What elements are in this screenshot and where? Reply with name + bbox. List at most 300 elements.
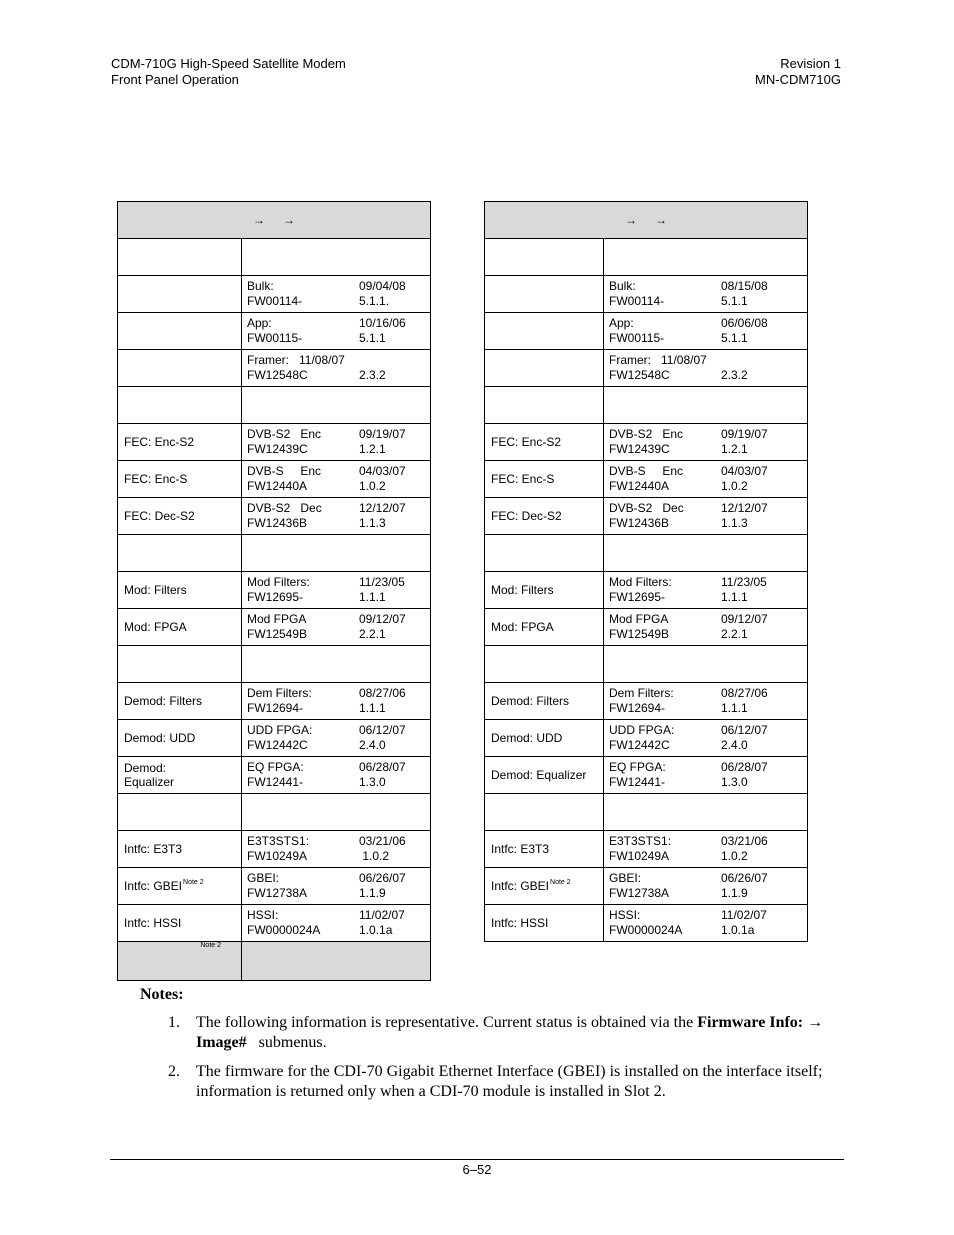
row-label-cell bbox=[118, 646, 242, 683]
firmware-info-line bbox=[247, 627, 430, 642]
firmware-info-cell bbox=[604, 905, 808, 942]
row-label: Mod: Filters bbox=[491, 583, 554, 597]
firmware-value: 10/16/06 bbox=[359, 316, 406, 330]
firmware-info-line bbox=[247, 294, 430, 309]
firmware-name: Mod FPGA bbox=[609, 612, 669, 626]
firmware-info-line bbox=[247, 908, 430, 923]
row-label-cell bbox=[485, 757, 604, 794]
firmware-value: 5.1.1 bbox=[721, 331, 748, 345]
firmware-name: DVB-S Enc bbox=[609, 464, 684, 478]
arrow-icon: → bbox=[253, 213, 265, 227]
row-label-cell bbox=[485, 794, 604, 831]
firmware-name: FW12548C bbox=[609, 368, 670, 382]
firmware-value: 2.4.0 bbox=[721, 738, 748, 752]
table-title-row bbox=[485, 202, 808, 239]
firmware-name: E3T3STS1: bbox=[609, 834, 672, 848]
firmware-info-cell bbox=[604, 276, 808, 313]
note-text-part: The following information is representative. Current status is obtained via the bbox=[196, 1014, 698, 1031]
table-row bbox=[485, 313, 808, 350]
firmware-name: Framer: 11/08/07 bbox=[247, 353, 345, 367]
firmware-name: FW12442C bbox=[247, 738, 308, 752]
firmware-table-right bbox=[484, 201, 808, 942]
firmware-value: 2.3.2 bbox=[721, 368, 748, 382]
table-row bbox=[118, 683, 431, 720]
firmware-name: FW12549B bbox=[247, 627, 308, 641]
row-label: Mod: FPGA bbox=[491, 620, 554, 634]
row-label: FEC: Enc-S bbox=[491, 472, 555, 486]
row-label-cell bbox=[118, 424, 242, 461]
firmware-info-cell bbox=[604, 535, 808, 572]
row-label: Demod: UDD bbox=[491, 731, 563, 745]
firmware-value: 03/21/06 bbox=[359, 834, 406, 848]
row-label-cell bbox=[485, 276, 604, 313]
note-number: 1. bbox=[168, 1014, 180, 1031]
firmware-value: 2.3.2 bbox=[359, 368, 386, 382]
row-label: FEC: Enc-S bbox=[124, 472, 188, 486]
firmware-value: 12/12/07 bbox=[721, 501, 768, 515]
row-label-cell bbox=[485, 535, 604, 572]
firmware-info-cell bbox=[242, 461, 431, 498]
firmware-info-line bbox=[247, 442, 430, 457]
row-label: Demod: Equalizer bbox=[491, 768, 587, 782]
row-label: Demod: Filters bbox=[491, 694, 570, 708]
firmware-name: DVB-S2 Dec bbox=[247, 501, 322, 515]
row-label: Demod: Filters bbox=[124, 694, 203, 708]
firmware-info-cell bbox=[604, 831, 808, 868]
firmware-value: 11/02/07 bbox=[359, 908, 405, 922]
firmware-info-cell bbox=[242, 942, 431, 981]
table-row bbox=[485, 720, 808, 757]
firmware-table-left-body bbox=[118, 202, 431, 981]
row-label-cell bbox=[118, 572, 242, 609]
firmware-name: E3T3STS1: bbox=[247, 834, 310, 848]
firmware-value: 03/21/06 bbox=[721, 834, 768, 848]
table-row bbox=[118, 387, 431, 424]
table-row bbox=[118, 757, 431, 794]
firmware-info-cell bbox=[242, 387, 431, 424]
firmware-info-line bbox=[609, 501, 807, 516]
firmware-info-line bbox=[609, 612, 807, 627]
firmware-value: 2.2.1 bbox=[721, 627, 748, 641]
notes-section bbox=[140, 985, 830, 1111]
firmware-info-line bbox=[247, 886, 430, 901]
row-label-cell bbox=[485, 313, 604, 350]
firmware-table-right-body bbox=[485, 202, 808, 942]
table-row bbox=[118, 535, 431, 572]
firmware-info-cell bbox=[604, 572, 808, 609]
firmware-info-line bbox=[247, 701, 430, 716]
firmware-value: 06/12/07 bbox=[359, 723, 406, 737]
firmware-name: FW12440A bbox=[609, 479, 670, 493]
row-label-cell bbox=[118, 757, 242, 794]
row-label: Intfc: GBEI bbox=[491, 879, 550, 893]
section-title: Front Panel Operation bbox=[111, 72, 239, 87]
table-row bbox=[118, 831, 431, 868]
table-row bbox=[118, 646, 431, 683]
firmware-info-line bbox=[247, 316, 430, 331]
note-reference: Note 2 bbox=[183, 879, 204, 886]
firmware-info-line bbox=[609, 701, 807, 716]
firmware-value: 06/26/07 bbox=[721, 871, 768, 885]
firmware-name: EQ FPGA: bbox=[247, 760, 304, 774]
row-label-cell bbox=[485, 868, 604, 905]
firmware-info-line bbox=[609, 331, 807, 346]
firmware-name: FW12436B bbox=[609, 516, 670, 530]
firmware-name: FW10249A bbox=[609, 849, 670, 863]
firmware-info-line bbox=[247, 575, 430, 590]
firmware-name: FW12694- bbox=[609, 701, 666, 715]
firmware-name: GBEI: bbox=[609, 871, 642, 885]
firmware-name: Bulk: bbox=[609, 279, 636, 293]
firmware-value: 06/06/08 bbox=[721, 316, 768, 330]
firmware-value: 1.3.0 bbox=[359, 775, 386, 789]
firmware-name: UDD FPGA: bbox=[247, 723, 313, 737]
table-row bbox=[118, 572, 431, 609]
row-label-cell bbox=[118, 609, 242, 646]
firmware-info-cell bbox=[604, 313, 808, 350]
firmware-name: FW12738A bbox=[247, 886, 308, 900]
firmware-info-line bbox=[609, 590, 807, 605]
table-row bbox=[485, 609, 808, 646]
firmware-info-cell bbox=[604, 609, 808, 646]
firmware-info-cell bbox=[242, 535, 431, 572]
firmware-table-left bbox=[117, 201, 431, 981]
header-left bbox=[111, 56, 346, 88]
firmware-name: FW00115- bbox=[247, 331, 303, 345]
row-label-cell bbox=[485, 609, 604, 646]
firmware-name: HSSI: bbox=[247, 908, 279, 922]
firmware-info-line bbox=[247, 612, 430, 627]
firmware-name: Dem Filters: bbox=[247, 686, 312, 700]
firmware-value: 06/28/07 bbox=[359, 760, 406, 774]
firmware-info-line bbox=[609, 923, 807, 938]
table-row bbox=[118, 609, 431, 646]
table-row bbox=[118, 720, 431, 757]
firmware-value: 2.2.1 bbox=[359, 627, 386, 641]
firmware-name: FW00114- bbox=[609, 294, 665, 308]
firmware-name: FW10249A bbox=[247, 849, 308, 863]
firmware-info-line bbox=[247, 501, 430, 516]
firmware-name: FW12441- bbox=[247, 775, 304, 789]
firmware-info-line bbox=[609, 368, 807, 383]
note-number: 2. bbox=[168, 1063, 180, 1080]
table-row bbox=[485, 424, 808, 461]
firmware-value: 5.1.1 bbox=[359, 331, 386, 345]
row-label-cell bbox=[485, 720, 604, 757]
row-label-cell bbox=[485, 498, 604, 535]
firmware-info-cell bbox=[604, 424, 808, 461]
firmware-value: 09/12/07 bbox=[721, 612, 768, 626]
table-row bbox=[118, 461, 431, 498]
firmware-info-line bbox=[609, 353, 807, 368]
firmware-name: DVB-S Enc bbox=[247, 464, 322, 478]
firmware-info-cell bbox=[242, 794, 431, 831]
firmware-value: 1.1.1 bbox=[359, 590, 386, 604]
row-label-cell bbox=[118, 276, 242, 313]
row-label: FEC: Enc-S2 bbox=[124, 435, 195, 449]
row-label: Intfc: E3T3 bbox=[124, 842, 183, 856]
firmware-info-cell bbox=[604, 350, 808, 387]
firmware-value: 08/27/06 bbox=[721, 686, 768, 700]
firmware-name: HSSI: bbox=[609, 908, 641, 922]
row-label: Intfc: HSSI bbox=[124, 916, 182, 930]
firmware-info-line bbox=[609, 686, 807, 701]
firmware-value: 09/19/07 bbox=[721, 427, 768, 441]
table-row bbox=[485, 387, 808, 424]
firmware-value: 04/03/07 bbox=[721, 464, 768, 478]
firmware-info-line bbox=[247, 760, 430, 775]
firmware-info-line bbox=[609, 316, 807, 331]
firmware-info-cell bbox=[242, 646, 431, 683]
row-label-cell bbox=[118, 350, 242, 387]
firmware-info-line bbox=[247, 590, 430, 605]
firmware-name: EQ FPGA: bbox=[609, 760, 666, 774]
firmware-info-line bbox=[247, 738, 430, 753]
firmware-info-line bbox=[247, 331, 430, 346]
firmware-info-line bbox=[609, 279, 807, 294]
header-right bbox=[755, 56, 841, 88]
row-label-cell bbox=[485, 239, 604, 276]
firmware-name: FW12695- bbox=[609, 590, 666, 604]
firmware-name: FW12548C bbox=[247, 368, 308, 382]
row-label-cell bbox=[118, 942, 242, 981]
firmware-info-line bbox=[609, 442, 807, 457]
firmware-name: DVB-S2 Enc bbox=[247, 427, 322, 441]
row-label-cell bbox=[118, 831, 242, 868]
row-label: Demod: UDD bbox=[124, 731, 196, 745]
firmware-value: 1.1.3 bbox=[721, 516, 748, 530]
firmware-value: 1.1.9 bbox=[359, 886, 386, 900]
table-row bbox=[118, 498, 431, 535]
row-label-cell bbox=[118, 720, 242, 757]
firmware-name: FW12440A bbox=[247, 479, 308, 493]
firmware-info-line bbox=[247, 516, 430, 531]
row-label: Intfc: E3T3 bbox=[491, 842, 550, 856]
firmware-info-line bbox=[609, 516, 807, 531]
firmware-value: 09/19/07 bbox=[359, 427, 406, 441]
firmware-info-cell bbox=[604, 461, 808, 498]
firmware-name: Dem Filters: bbox=[609, 686, 674, 700]
firmware-name: FW12695- bbox=[247, 590, 304, 604]
table-row bbox=[485, 868, 808, 905]
firmware-info-line bbox=[609, 294, 807, 309]
row-label-cell bbox=[118, 387, 242, 424]
table-row bbox=[118, 942, 431, 981]
row-label: Intfc: HSSI bbox=[491, 916, 549, 930]
table-row bbox=[485, 350, 808, 387]
firmware-name: FW0000024A bbox=[609, 923, 683, 937]
footer-divider bbox=[110, 1159, 844, 1160]
firmware-info-cell bbox=[242, 609, 431, 646]
row-label-cell bbox=[118, 498, 242, 535]
firmware-value: 1.1.1 bbox=[721, 701, 748, 715]
firmware-name: UDD FPGA: bbox=[609, 723, 675, 737]
firmware-value: 1.2.1 bbox=[721, 442, 748, 456]
table-row bbox=[118, 313, 431, 350]
firmware-info-cell bbox=[242, 683, 431, 720]
firmware-value: 11/23/05 bbox=[359, 575, 405, 589]
firmware-info-cell bbox=[604, 646, 808, 683]
row-label-cell bbox=[485, 387, 604, 424]
firmware-info-line bbox=[247, 427, 430, 442]
firmware-info-cell bbox=[242, 424, 431, 461]
row-label-cell bbox=[485, 350, 604, 387]
note-reference: Note 2 bbox=[200, 942, 221, 949]
firmware-value: 1.1.3 bbox=[359, 516, 386, 530]
firmware-name: FW0000024A bbox=[247, 923, 321, 937]
firmware-info-cell bbox=[242, 239, 431, 276]
firmware-info-cell bbox=[242, 350, 431, 387]
table-row bbox=[118, 276, 431, 313]
firmware-info-line bbox=[247, 723, 430, 738]
firmware-info-line bbox=[247, 479, 430, 494]
table-row bbox=[485, 239, 808, 276]
row-label-cell bbox=[118, 239, 242, 276]
table-row bbox=[118, 350, 431, 387]
firmware-name: Mod Filters: bbox=[609, 575, 672, 589]
firmware-info-cell bbox=[242, 905, 431, 942]
firmware-info-cell bbox=[242, 831, 431, 868]
firmware-name: App: bbox=[609, 316, 634, 330]
row-label: FEC: Enc-S2 bbox=[491, 435, 562, 449]
arrow-icon: → bbox=[283, 213, 295, 227]
firmware-value: 2.4.0 bbox=[359, 738, 386, 752]
row-label-cell bbox=[118, 868, 242, 905]
table-row bbox=[485, 572, 808, 609]
row-label-cell bbox=[485, 572, 604, 609]
table-row bbox=[485, 461, 808, 498]
firmware-info-cell bbox=[604, 720, 808, 757]
table-row bbox=[485, 757, 808, 794]
firmware-name: FW12439C bbox=[609, 442, 670, 456]
row-label: Mod: FPGA bbox=[124, 620, 187, 634]
firmware-value: 1.3.0 bbox=[721, 775, 748, 789]
firmware-value: 09/12/07 bbox=[359, 612, 406, 626]
table-row bbox=[118, 794, 431, 831]
firmware-info-line bbox=[609, 760, 807, 775]
firmware-value: 1.0.2 bbox=[721, 479, 748, 493]
document-id: MN-CDM710G bbox=[755, 72, 841, 87]
firmware-name: DVB-S2 Enc bbox=[609, 427, 684, 441]
row-label: Intfc: GBEI bbox=[124, 879, 183, 893]
row-label: FEC: Dec-S2 bbox=[491, 509, 562, 523]
firmware-name: FW00114- bbox=[247, 294, 303, 308]
note-bold-part: Image# bbox=[196, 1034, 247, 1051]
table-row bbox=[118, 905, 431, 942]
firmware-name: Mod FPGA bbox=[247, 612, 307, 626]
firmware-name: Mod Filters: bbox=[247, 575, 310, 589]
firmware-name: FW12549B bbox=[609, 627, 670, 641]
firmware-info-line bbox=[247, 849, 430, 864]
firmware-info-cell bbox=[604, 868, 808, 905]
arrow-icon: → bbox=[625, 213, 637, 227]
firmware-info-line bbox=[247, 353, 430, 368]
firmware-value: 12/12/07 bbox=[359, 501, 406, 515]
firmware-name: DVB-S2 Dec bbox=[609, 501, 684, 515]
firmware-info-line bbox=[609, 427, 807, 442]
row-label: Demod: Equalizer bbox=[124, 761, 175, 789]
row-label-cell bbox=[118, 461, 242, 498]
firmware-info-line bbox=[609, 723, 807, 738]
firmware-info-line bbox=[247, 686, 430, 701]
firmware-value: 06/12/07 bbox=[721, 723, 768, 737]
firmware-value: 11/23/05 bbox=[721, 575, 767, 589]
page-number: 6–52 bbox=[462, 1162, 492, 1177]
table-row bbox=[485, 646, 808, 683]
firmware-info-cell bbox=[604, 498, 808, 535]
firmware-value: 1.0.2 bbox=[721, 849, 748, 863]
firmware-info-line bbox=[247, 871, 430, 886]
firmware-info-cell bbox=[242, 868, 431, 905]
firmware-value: 08/27/06 bbox=[359, 686, 406, 700]
note-item bbox=[140, 1013, 830, 1053]
firmware-info-line bbox=[609, 775, 807, 790]
note-item bbox=[140, 1062, 830, 1102]
note-text: The firmware for the CDI-70 Gigabit Ethernet Interface (GBEI) is installed on the interface itself; information is returned only when a CDI-70 module is installed in Slot 2. bbox=[196, 1063, 823, 1100]
firmware-name: FW12441- bbox=[609, 775, 666, 789]
firmware-value: 1.0.2 bbox=[359, 479, 386, 493]
revision-label: Revision 1 bbox=[780, 56, 841, 71]
table-row bbox=[485, 535, 808, 572]
firmware-info-line bbox=[609, 908, 807, 923]
firmware-info-line bbox=[609, 464, 807, 479]
note-bold-part: Firmware Info: → bbox=[697, 1014, 824, 1031]
firmware-info-cell bbox=[604, 683, 808, 720]
firmware-info-line bbox=[609, 627, 807, 642]
firmware-name: FW12694- bbox=[247, 701, 304, 715]
firmware-name: FW12439C bbox=[247, 442, 308, 456]
row-label-cell bbox=[118, 683, 242, 720]
table-row bbox=[485, 794, 808, 831]
table-row bbox=[118, 424, 431, 461]
firmware-value: 08/15/08 bbox=[721, 279, 768, 293]
firmware-info-line bbox=[247, 464, 430, 479]
firmware-info-cell bbox=[242, 720, 431, 757]
firmware-name: Bulk: bbox=[247, 279, 274, 293]
firmware-value: 06/26/07 bbox=[359, 871, 406, 885]
firmware-value: 06/28/07 bbox=[721, 760, 768, 774]
firmware-info-line bbox=[609, 834, 807, 849]
row-label-cell bbox=[485, 683, 604, 720]
note-text bbox=[196, 1013, 830, 1053]
note-text-part: submenus. bbox=[246, 1034, 327, 1051]
firmware-info-cell bbox=[242, 313, 431, 350]
row-label-cell bbox=[485, 424, 604, 461]
firmware-value: 11/02/07 bbox=[721, 908, 767, 922]
firmware-info-line bbox=[609, 871, 807, 886]
firmware-info-line bbox=[609, 738, 807, 753]
firmware-name: FW12442C bbox=[609, 738, 670, 752]
note-reference: Note 2 bbox=[550, 879, 571, 886]
firmware-info-line bbox=[609, 479, 807, 494]
firmware-value: 1.1.9 bbox=[721, 886, 748, 900]
firmware-info-line bbox=[609, 886, 807, 901]
notes-heading: Notes: bbox=[140, 986, 184, 1003]
firmware-value: 5.1.1 bbox=[721, 294, 748, 308]
firmware-info-line bbox=[247, 775, 430, 790]
firmware-name: GBEI: bbox=[247, 871, 280, 885]
firmware-info-cell bbox=[604, 387, 808, 424]
firmware-info-line bbox=[247, 834, 430, 849]
firmware-value: 1.0.1a bbox=[359, 923, 393, 937]
table-row bbox=[485, 683, 808, 720]
firmware-info-line bbox=[609, 575, 807, 590]
firmware-value: 1.1.1 bbox=[721, 590, 748, 604]
firmware-info-line bbox=[609, 849, 807, 864]
row-label: Mod: Filters bbox=[124, 583, 187, 597]
firmware-info-line bbox=[247, 368, 430, 383]
row-label-cell bbox=[485, 461, 604, 498]
